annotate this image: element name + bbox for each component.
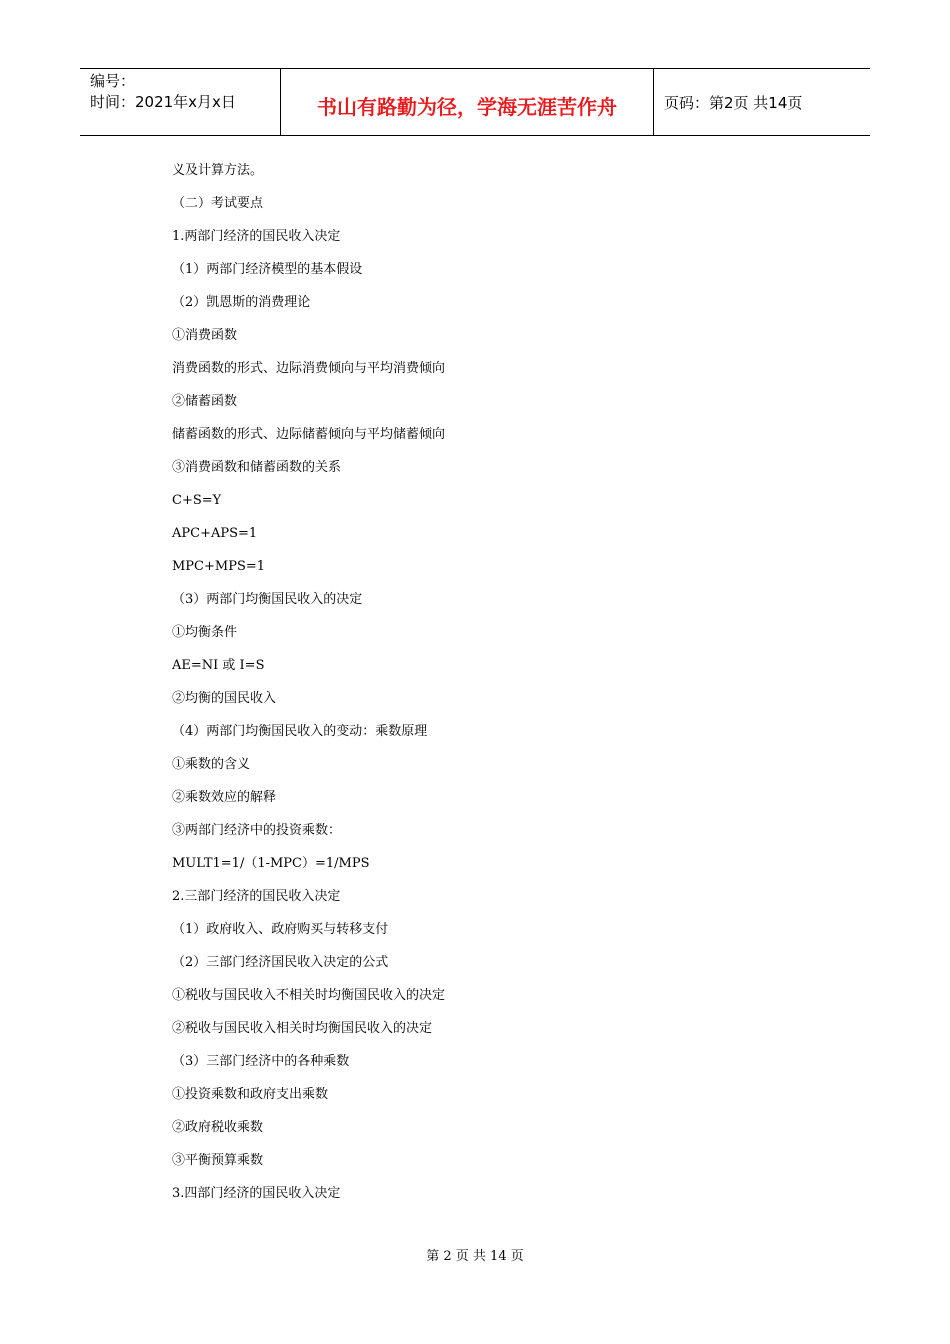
document-date: 时间：2021年x月x日 [90,93,236,111]
list-item: ②储蓄函数 [172,394,238,409]
list-item: ②均衡的国民收入 [172,691,277,706]
header-page-info: 页码：第2页 共14页 [664,93,803,112]
topic-heading: 3.四部门经济的国民收入决定 [172,1186,341,1201]
header-meta [80,69,281,135]
text-line: 消费函数的形式、边际消费倾向与平均消费倾向 [172,361,446,376]
topic-heading: 2.三部门经济的国民收入决定 [172,889,341,904]
subtopic: （4）两部门均衡国民收入的变动：乘数原理 [172,724,428,739]
list-item: ①均衡条件 [172,625,238,640]
list-item: ③两部门经济中的投资乘数： [172,823,342,838]
list-item: ②税收与国民收入相关时均衡国民收入的决定 [172,1021,433,1036]
section-heading: （二）考试要点 [172,196,264,211]
list-item: ①消费函数 [172,328,238,343]
formula: AE=NI 或 I=S [172,658,265,673]
subtopic: （1）两部门经济模型的基本假设 [172,262,363,277]
text-line: 储蓄函数的形式、边际储蓄倾向与平均储蓄倾向 [172,427,446,442]
page-footer: 第 2 页 共 14 页 [426,1249,524,1264]
subtopic: （2）三部门经济国民收入决定的公式 [172,955,389,970]
list-item: ②政府税收乘数 [172,1120,264,1135]
formula: C+S=Y [172,493,222,508]
list-item: ③平衡预算乘数 [172,1153,264,1168]
formula: MPC+MPS=1 [172,559,266,574]
topic-heading: 1.两部门经济的国民收入决定 [172,229,341,244]
list-item: ①投资乘数和政府支出乘数 [172,1087,329,1102]
header-motto: 书山有路勤为径，学海无涯苦作舟 [281,69,654,135]
subtopic: （1）政府收入、政府购买与转移支付 [172,922,389,937]
document-number: 编号： [90,72,136,90]
list-item: ①乘数的含义 [172,757,251,772]
text-line: 义及计算方法。 [172,163,264,178]
list-item: ①税收与国民收入不相关时均衡国民收入的决定 [172,988,446,1003]
list-item: ②乘数效应的解释 [172,790,277,805]
document-body [172,154,812,1210]
formula: APC+APS=1 [172,526,258,541]
page-header [80,68,870,136]
subtopic: （2）凯恩斯的消费理论 [172,295,311,310]
subtopic: （3）两部门均衡国民收入的决定 [172,592,363,607]
list-item: ③消费函数和储蓄函数的关系 [172,460,342,475]
subtopic: （3）三部门经济中的各种乘数 [172,1054,350,1069]
formula: MULT1=1/（1-MPC）=1/MPS [172,856,370,871]
